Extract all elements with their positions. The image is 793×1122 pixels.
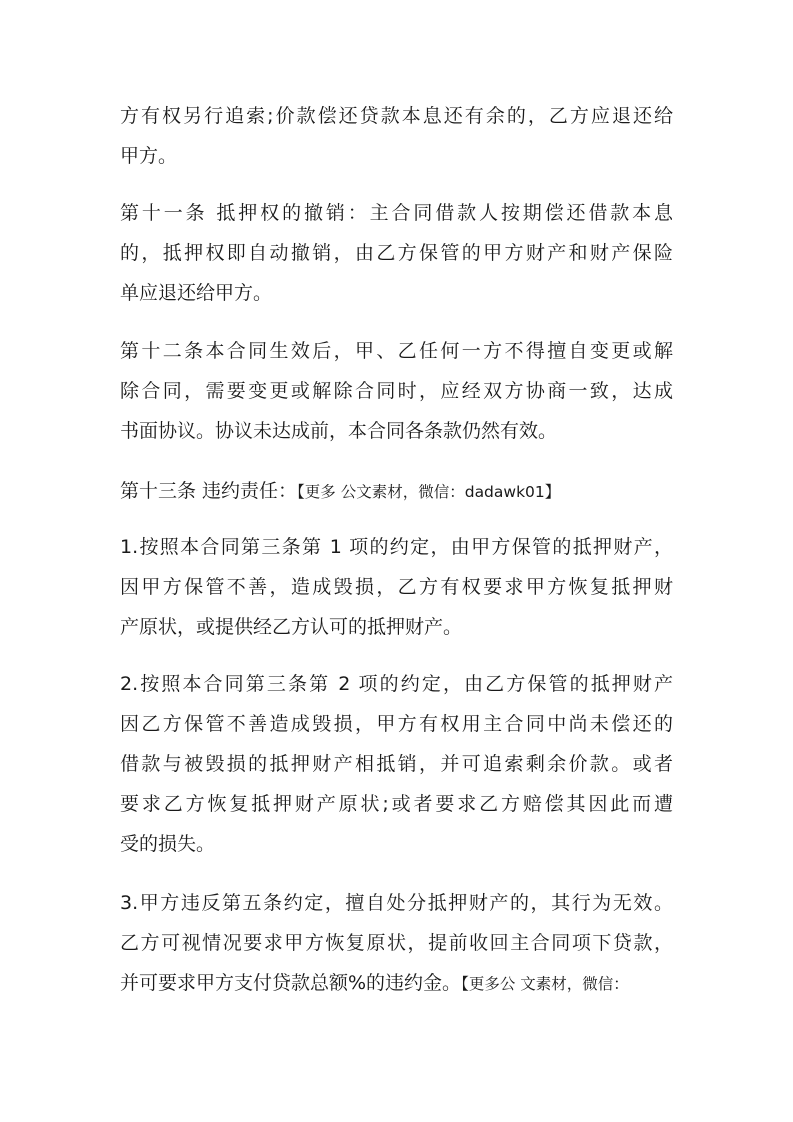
text-line: 乙方可视情况要求甲方恢复原状，提前收回主合同项下贷款， — [120, 932, 673, 954]
text-line: 产原状，或提供经乙方认可的抵押财产。 — [120, 616, 463, 638]
text-line: 甲方。 — [120, 145, 178, 167]
text-line: 第十二条本合同生效后，甲、乙任何一方不得擅自变更或解 — [120, 340, 673, 362]
text-line: 3.甲方违反第五条约定，擅自处分抵押财产的，其行为无效。 — [120, 892, 673, 914]
text-line: 第十一条 抵押权的撤销：主合同借款人按期偿还借款本息 — [120, 202, 673, 224]
text-line: 1.按照本合同第三条第 1 项的约定，由甲方保管的抵押财产， — [120, 536, 673, 558]
clause-3-tail: 并可要求甲方支付贷款总额%的违约金。 — [120, 972, 462, 994]
watermark-note: 【更多 公文素材，微信：dadawk01】 — [297, 483, 561, 501]
text-line: 受的损失。 — [120, 833, 216, 855]
text-line: 书面协议。协议未达成前，本合同各条款仍然有效。 — [120, 420, 558, 442]
watermark-note: 【更多公 文素材，微信： — [461, 975, 629, 993]
text-line: 的，抵押权即自动撤销，由乙方保管的甲方财产和财产保险 — [120, 242, 673, 264]
paragraph-article-13-heading — [120, 471, 673, 511]
text-line: 除合同，需要变更或解除合同时，应经双方协商一致，达成 — [120, 380, 673, 402]
paragraph-continuation — [120, 96, 673, 176]
text-line — [120, 963, 673, 1003]
text-line: 因甲方保管不善，造成毁损，乙方有权要求甲方恢复抵押财 — [120, 576, 673, 598]
article-13-heading: 第十三条 违约责任： — [120, 480, 298, 502]
paragraph-clause-3 — [120, 883, 673, 1003]
paragraph-article-11 — [120, 193, 673, 313]
text-line: 因乙方保管不善造成毁损，甲方有权用主合同中尚未偿还的 — [120, 713, 673, 735]
text-line: 方有权另行追索;价款偿还贷款本息还有余的，乙方应退还给 — [120, 105, 673, 127]
paragraph-clause-2 — [120, 664, 673, 864]
text-line: 单应退还给甲方。 — [120, 282, 273, 304]
text-line: 要求乙方恢复抵押财产原状;或者要求乙方赔偿其因此而遭 — [120, 793, 673, 815]
text-line: 借款与被毁损的抵押财产相抵销，并可追索剩余价款。或者 — [120, 753, 673, 775]
paragraph-article-12 — [120, 331, 673, 451]
paragraph-clause-1 — [120, 527, 673, 647]
text-line — [120, 471, 673, 511]
text-line: 2.按照本合同第三条第 2 项的约定，由乙方保管的抵押财产 — [120, 673, 673, 695]
